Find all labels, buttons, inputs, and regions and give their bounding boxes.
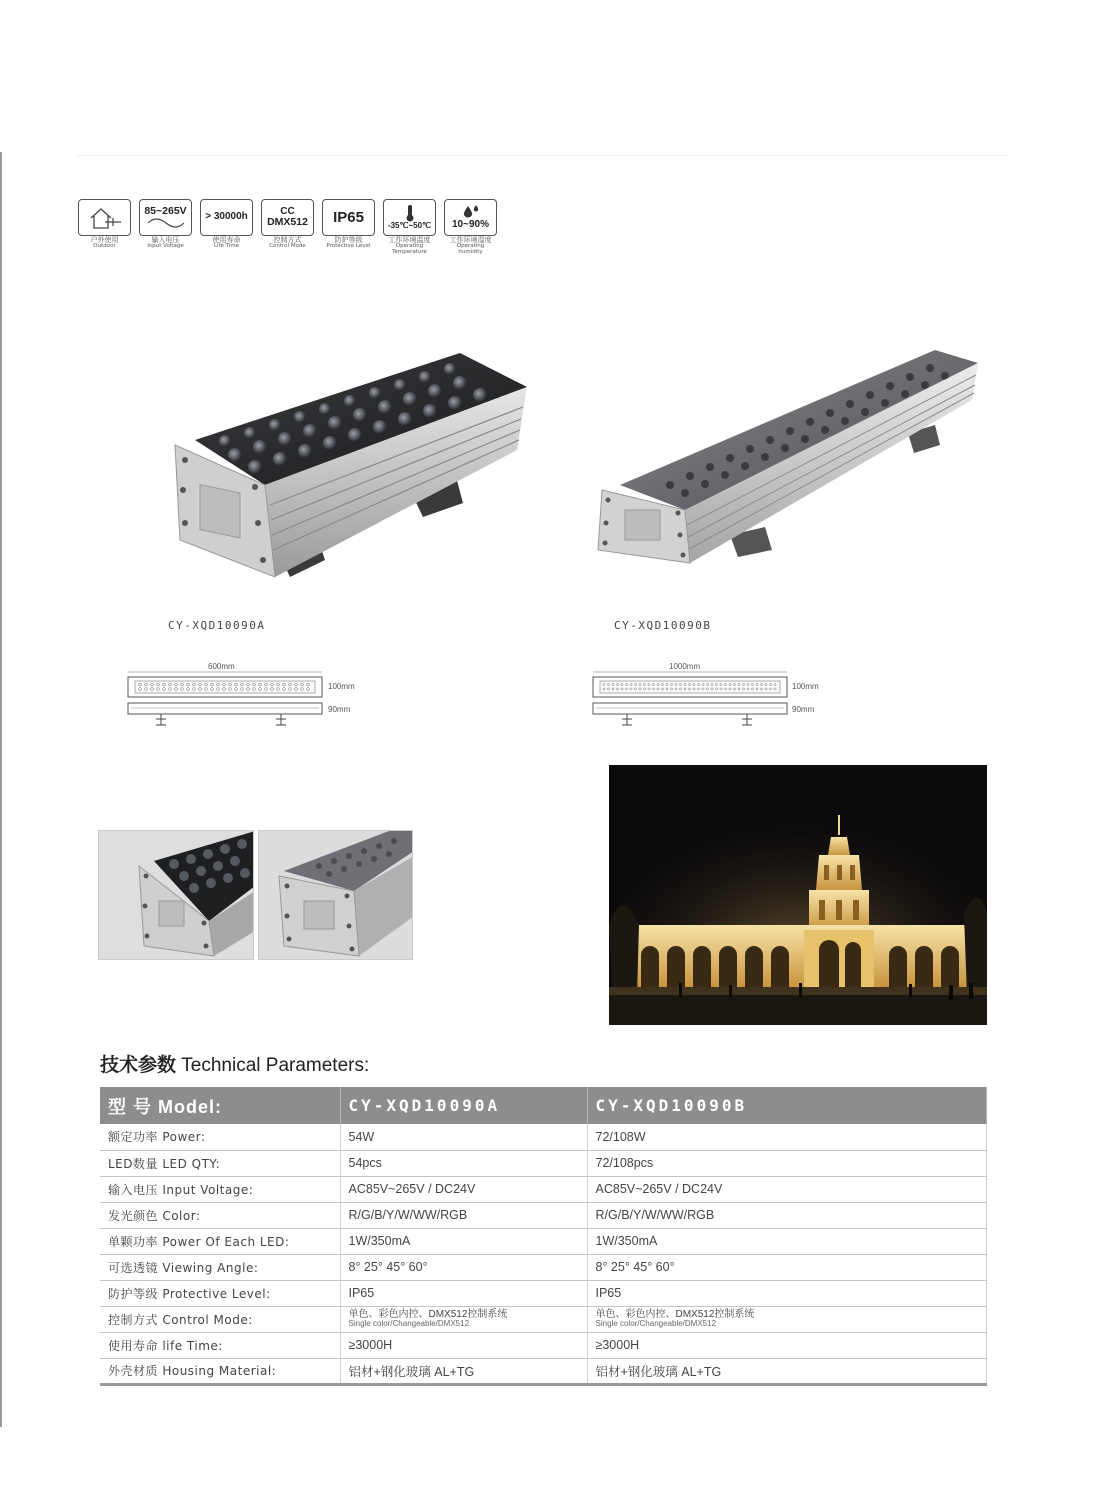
dim-a-length: 600mm xyxy=(208,662,235,671)
product-image-b xyxy=(590,345,985,565)
table-row: 额定功率 Power: 54W 72/108W xyxy=(100,1124,987,1150)
product-b-caption: CY-XQD10090B xyxy=(614,619,712,632)
badge-protective-level: IP65 防护等级 Protective Level xyxy=(322,199,375,255)
thermometer-icon xyxy=(404,204,416,222)
detail-photo-b xyxy=(258,830,413,960)
spec-header-row xyxy=(100,1087,987,1124)
badge-life-time: > 30000h 使用寿命 Life Time xyxy=(200,199,253,255)
application-night-photo xyxy=(609,765,987,1025)
product-image-a xyxy=(155,345,535,590)
sine-wave-icon xyxy=(146,217,186,229)
badge-outdoor: 户外使用 Outdoor xyxy=(78,199,131,255)
badge-input-voltage: 85~265V 输入电压 Input Voltage xyxy=(139,199,192,255)
spec-table xyxy=(100,1087,987,1386)
illuminated-building-image xyxy=(609,765,987,1025)
table-row: 控制方式 Control Mode: 单色、彩色内控、DMX512控制系统 Single color/Changeable/DMX512 单色、彩色内控、DMX512控制系统 Single color/Changeable/DMX512 xyxy=(100,1306,987,1332)
table-row: 使用寿命 life Time: ≥3000H ≥3000H xyxy=(100,1332,987,1358)
feature-badges xyxy=(78,199,497,255)
detail-photo-b-image xyxy=(259,831,413,960)
table-row: 外壳材质 Housing Material: 铝材+钢化玻璃 AL+TG 铝材+钢化玻璃 AL+TG xyxy=(100,1358,987,1384)
technical-parameters-title: 技术参数 Technical Parameters: xyxy=(100,1054,370,1076)
table-row: 发光颜色 Color: R/G/B/Y/W/WW/RGB R/G/B/Y/W/WW/RGB xyxy=(100,1202,987,1228)
badge-operating-temperature: -35℃~50℃ 工作环境温度 Operating Temperature xyxy=(383,199,436,255)
table-row: 防护等级 Protective Level: IP65 IP65 xyxy=(100,1280,987,1306)
water-drop-icon xyxy=(460,204,482,220)
badge-operating-humidity: 10~90% 工作环境湿度 Operating humidity xyxy=(444,199,497,255)
model-a-header: CY-XQD10090A xyxy=(340,1087,587,1124)
product-a-caption: CY-XQD10090A xyxy=(168,619,266,632)
detail-photo-a-image xyxy=(99,831,254,960)
dim-b-depth: 90mm xyxy=(792,705,815,714)
model-b-header: CY-XQD10090B xyxy=(587,1087,987,1124)
table-row: 可选透镜 Viewing Angle: 8° 25° 45° 60° 8° 25° 45° 60° xyxy=(100,1254,987,1280)
badge-control-mode: CC DMX512 控制方式 Control Mode xyxy=(261,199,314,255)
page-left-rule xyxy=(0,152,2,1427)
dimension-drawing-b xyxy=(590,668,790,728)
dim-b-height: 100mm xyxy=(792,682,819,691)
dim-a-height: 100mm xyxy=(328,682,355,691)
dim-b-length: 1000mm xyxy=(669,662,701,671)
table-row: 输入电压 Input Voltage: AC85V~265V / DC24V AC85V~265V / DC24V xyxy=(100,1176,987,1202)
model-label-header: 型 号 Model: xyxy=(100,1087,340,1124)
outdoor-house-icon xyxy=(85,204,125,232)
detail-photo-a xyxy=(98,830,254,960)
dimension-drawing-a xyxy=(125,668,325,728)
dim-a-depth: 90mm xyxy=(328,705,351,714)
table-row: 单颗功率 Power Of Each LED: 1W/350mA 1W/350mA xyxy=(100,1228,987,1254)
page-top-rule xyxy=(75,155,1010,156)
table-row: LED数量 LED QTY: 54pcs 72/108pcs xyxy=(100,1150,987,1176)
